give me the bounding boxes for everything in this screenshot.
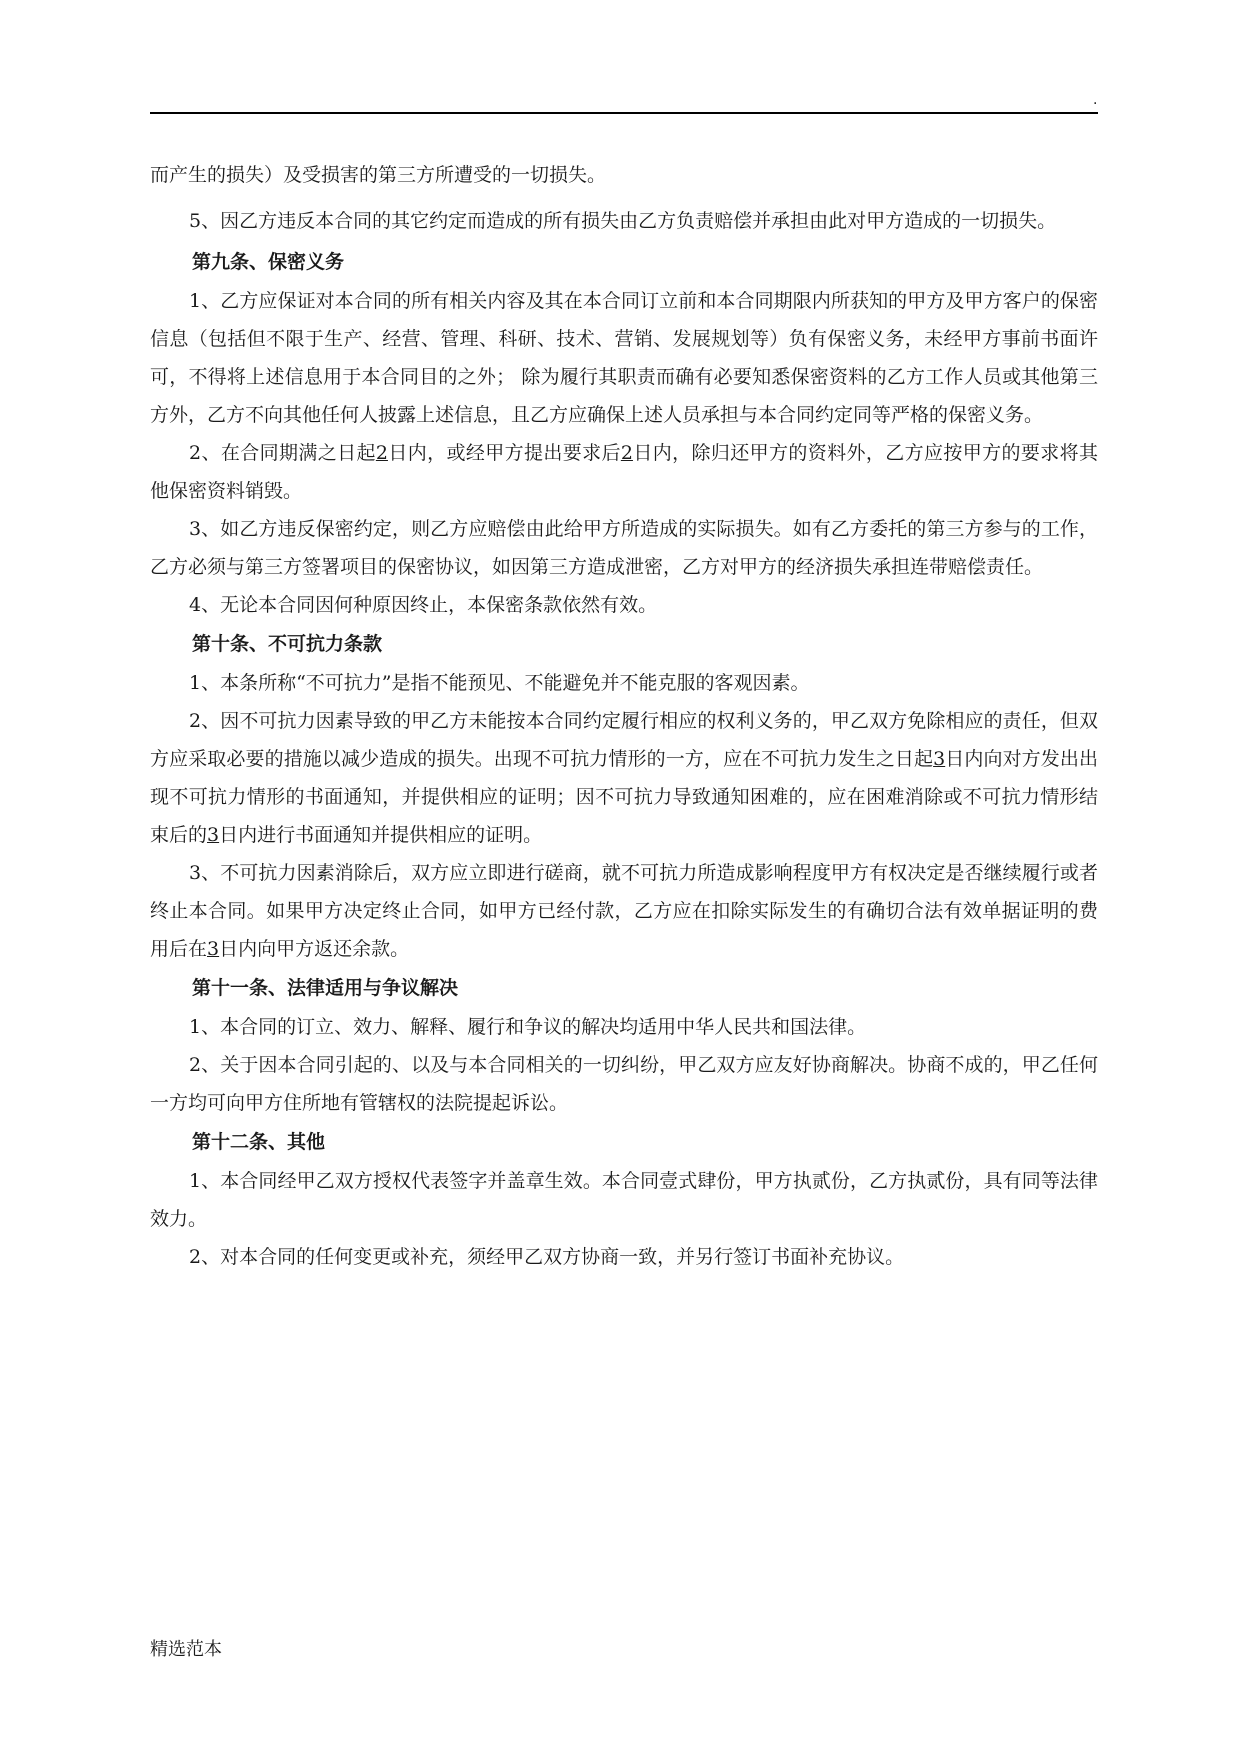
paragraph: 3、如乙方违反保密约定，则乙方应赔偿由此给甲方所造成的实际损失。如有乙方委托的第三方参与的工作，乙方必须与第三方签署项目的保密协议，如因第三方造成泄密，乙方对甲方的经济损失承担连带赔偿责任。 [150, 518, 1098, 578]
text-run: 2、在合同期满之日起 [189, 442, 376, 464]
section-heading: 第十条、不可抗力条款 [192, 633, 383, 655]
footer-text: 精选范本 [150, 1639, 222, 1660]
paragraph: 而产生的损失）及受损害的第三方所遭受的一切损失。 [150, 164, 607, 186]
text-run: 日内向对方发出出现不可抗力情形的书面通知，并提供相应的证明；因不可抗力导致通知困难的，应在困难消除或不可抗力情形结束后的 [150, 748, 1098, 846]
document-body [150, 155, 1098, 1276]
text-run: 日内，除归还甲方的资料外，乙方应按甲方的要求将其他保密资料销毁。 [150, 442, 1098, 502]
paragraph: 1、本合同的订立、效力、解释、履行和争议的解决均适用中华人民共和国法律。 [189, 1016, 867, 1038]
paragraph: 2、对本合同的任何变更或补充，须经甲乙双方协商一致，并另行签订书面补充协议。 [189, 1246, 905, 1268]
header-mark: . [1093, 92, 1098, 108]
header-rule [150, 112, 1098, 114]
section-heading: 第十一条、法律适用与争议解决 [192, 977, 459, 999]
paragraph: 1、本条所称“不可抗力”是指不能预见、不能避免并不能克服的客观因素。 [189, 672, 810, 694]
underlined-value: 3 [207, 938, 220, 960]
section-heading: 第十二条、其他 [192, 1131, 326, 1153]
underlined-value: 2 [620, 442, 633, 464]
text-run: 日内，或经甲方提出要求后 [387, 442, 621, 464]
paragraph: 5、因乙方违反本合同的其它约定而造成的所有损失由乙方负责赔偿并承担由此对甲方造成的一切损失。 [189, 210, 1057, 232]
text-run: 日内进行书面通知并提供相应的证明。 [219, 824, 543, 846]
paragraph: 2、关于因本合同引起的、以及与本合同相关的一切纠纷，甲乙双方应友好协商解决。协商不成的，甲乙任何一方均可向甲方住所地有管辖权的法院提起诉讼。 [150, 1054, 1098, 1114]
paragraph [150, 434, 1098, 510]
paragraph: 4、无论本合同因何种原因终止，本保密条款依然有效。 [189, 594, 658, 616]
text-run: 2、因不可抗力因素导致的甲乙方未能按本合同约定履行相应的权利义务的，甲乙双方免除相应的责任，但双方应采取必要的措施以减少造成的损失。出现不可抗力情形的一方，应在不可抗力发生之日起 [150, 710, 1098, 770]
paragraph: 1、本合同经甲乙双方授权代表签字并盖章生效。本合同壹式肆份，甲方执贰份，乙方执贰份，具有同等法律效力。 [150, 1170, 1098, 1230]
underlined-value: 3 [207, 824, 220, 846]
text-run: 日内向甲方返还余款。 [219, 938, 410, 960]
underlined-value: 2 [375, 442, 388, 464]
paragraph [150, 702, 1098, 854]
paragraph [150, 854, 1098, 968]
section-heading: 第九条、保密义务 [192, 251, 345, 273]
paragraph: 1、乙方应保证对本合同的所有相关内容及其在本合同订立前和本合同期限内所获知的甲方及甲方客户的保密信息（包括但不限于生产、经营、管理、科研、技术、营销、发展规划等）负有保密义务，未经甲方事前书面许可，不得将上述信息用于本合同目的之外； 除为履行其职责而确有必要知悉保密资料的乙方工作人员或其他第三方外，乙方不向其他任何人披露上述信息，且乙方应确保上述人员承担与本合同约定同等严格的保密义务。 [150, 290, 1098, 426]
text-run: 3、不可抗力因素消除后，双方应立即进行磋商，就不可抗力所造成影响程度甲方有权决定是否继续履行或者终止本合同。如果甲方决定终止合同，如甲方已经付款，乙方应在扣除实际发生的有确切合法有效单据证明的费用后在 [150, 862, 1098, 960]
underlined-value: 3 [933, 748, 946, 770]
